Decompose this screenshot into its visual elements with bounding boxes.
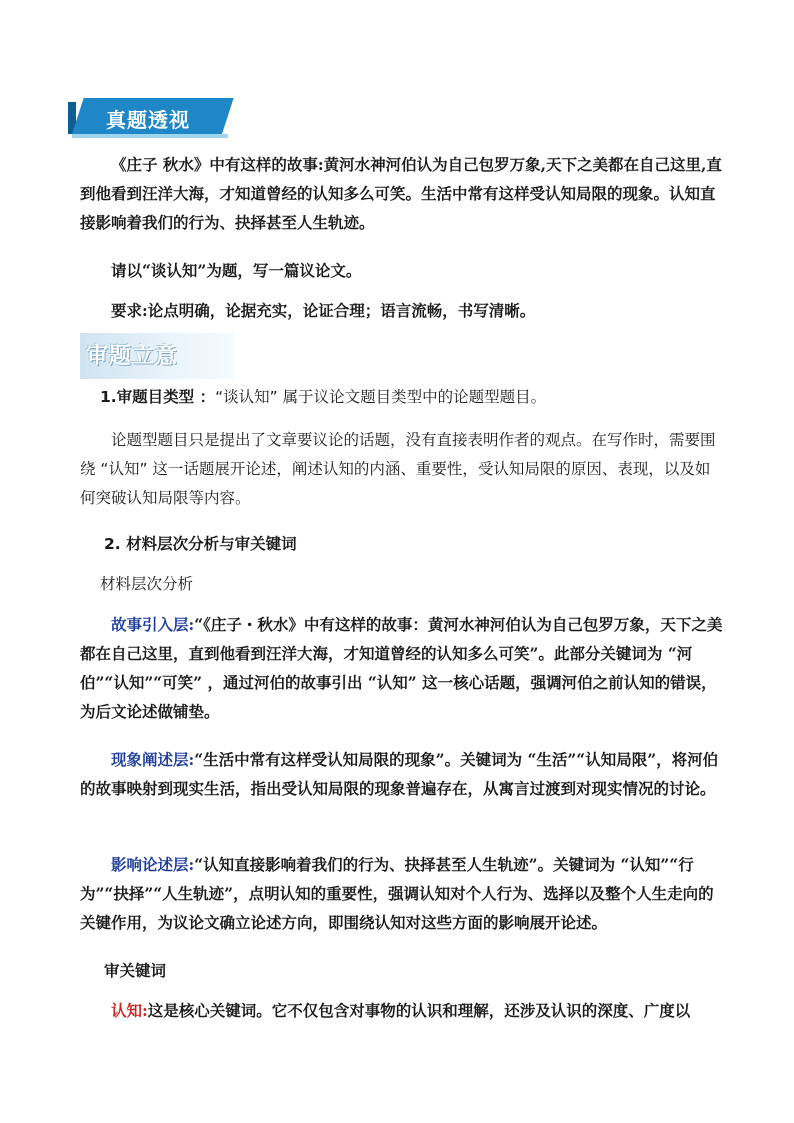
item2-heading: 2. 材料层次分析与审关键词 [104, 535, 297, 553]
sub-heading-keywords: 审关键词 [104, 962, 167, 980]
level1-label: 故事引入层: [111, 615, 195, 634]
section-banner-zhenti [72, 98, 232, 138]
banner-title: 真题透视 [106, 108, 190, 132]
level3-paragraph [80, 850, 724, 937]
prompt-instruction: 请以“谈认知”为题，写一篇议论文。 [111, 261, 362, 280]
level2-label: 现象阐述层: [111, 750, 195, 769]
prompt-paragraph: 《庄子 秋水》中有这样的故事:黄河水神河伯认为自己包罗万象,天下之美都在自己这里,直到他看到汪洋大海，才知道曾经的认知多么可笑。生活中常有这样受认知局限的现象。认知直接影响着我们的行为、抉择甚至人生轨迹。 [80, 155, 722, 232]
item1-body: 论题型题目只是提出了文章要议论的话题，没有直接表明作者的观点。在写作时，需要围绕 “认知” 这一话题展开论述，阐述认知的内涵、重要性，受认知局限的原因、表现，以及如何突破认知局限等内容。 [80, 431, 716, 507]
item1-label: 1.审题目类型 ： [100, 388, 216, 406]
keyword-label: 认知: [111, 1001, 148, 1020]
keyword-text: 这是核心关键词。它不仅包含对事物的认识和理解，还涉及认识的深度、广度以 [147, 1001, 691, 1020]
item1-text: “谈认知” 属于议论文题目类型中的论题型题目。 [215, 388, 547, 406]
level1-text: “《庄子・秋水》中有这样的故事：黄河水神河伯认为自己包罗万象，天下之美都在自己这里，直到他看到汪洋大海，才知道曾经的认知多么可笑”。此部分关键词为 “河伯”“认知”“可笑” ，通过河伯的故事引出 “认知” 这一核心话题，强调河伯之前认知的错误，为后文论述做铺垫。 [80, 615, 723, 721]
level3-label: 影响论述层: [111, 855, 195, 874]
level2-text: “生活中常有这样受认知局限的现象”。关键词为 “生活”“认知局限”，将河伯的故事映射到现实生活，指出受认知局限的现象普遍存在，从寓言过渡到对现实情况的讨论。 [80, 750, 719, 798]
level1-paragraph [80, 610, 724, 726]
item1-line [100, 386, 546, 408]
section-banner-shenti [80, 333, 234, 379]
level3-text: “认知直接影响着我们的行为、抉择甚至人生轨迹”。关键词为 “认知”“行为”“抉择”“人生轨迹”，点明认知的重要性，强调认知对个人行为、选择以及整个人生走向的关键作用，为议论文确立论述方向，即围绕认知对这些方面的影响展开论述。 [80, 855, 714, 932]
banner-title: 审题立意 [86, 343, 179, 369]
prompt-requirements: 要求:论点明确，论据充实，论证合理；语言流畅，书写清晰。 [111, 301, 536, 320]
sub-heading-levels: 材料层次分析 [100, 575, 194, 593]
keyword-paragraph [80, 996, 724, 1025]
banner-underline [72, 134, 228, 138]
level2-paragraph [80, 745, 724, 803]
